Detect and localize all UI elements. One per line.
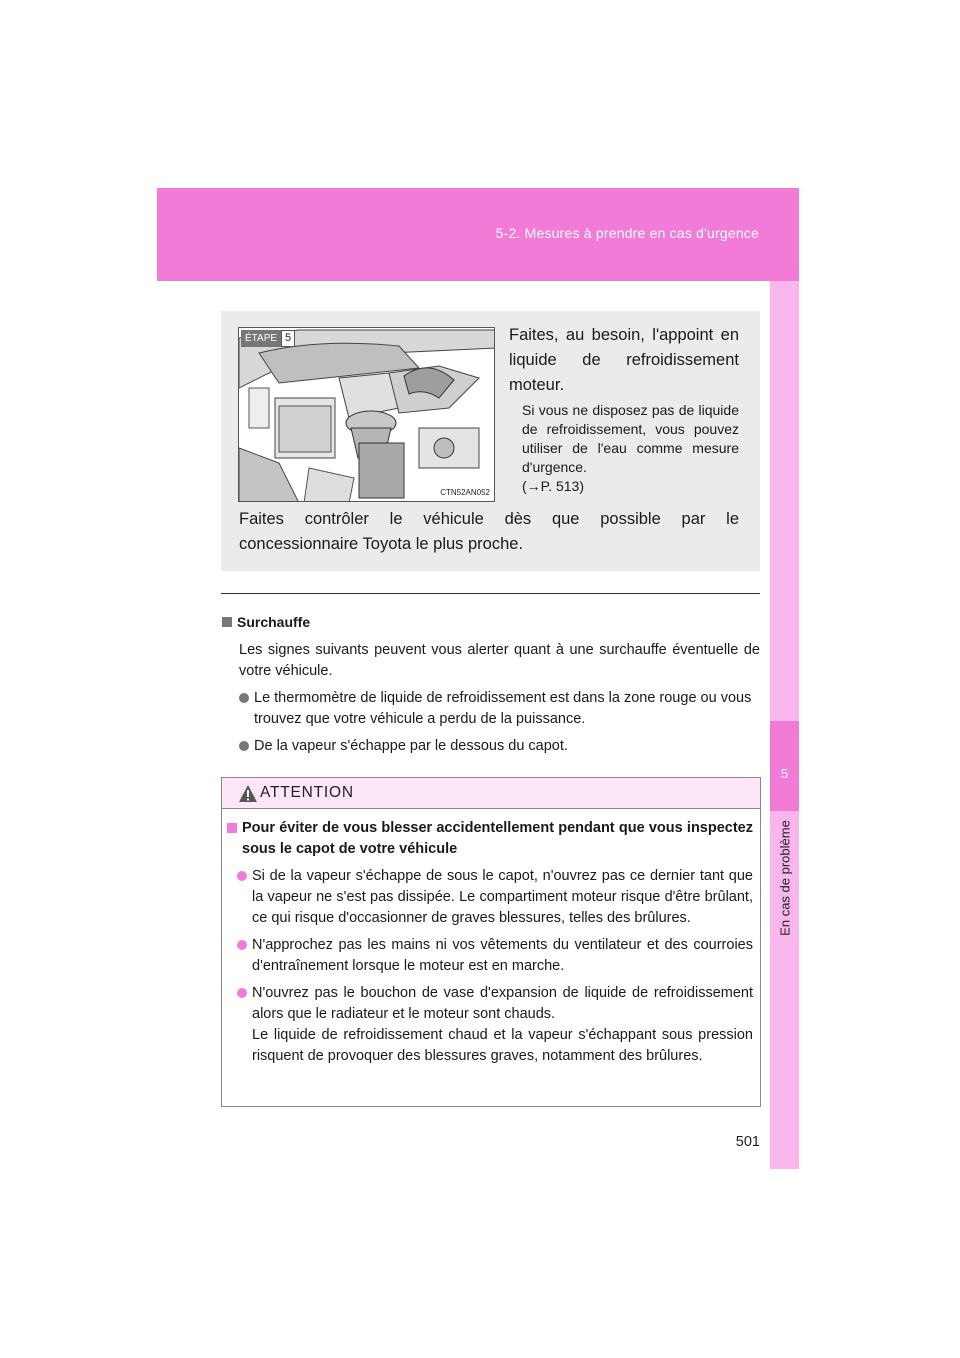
overheat-intro: Les signes suivants peuvent vous alerter quant à une surchauffe éventuelle de votre véhicule. [239,642,760,679]
warning-body [222,818,760,1067]
warning-bullet-text: N'approchez pas les mains ni vos vêtements du ventilateur et des courroies d'entraînement lorsque le moteur est en marche. [252,937,753,974]
warning-bullet [227,983,753,1067]
warning-title: ATTENTION [260,784,354,801]
overheat-bullet [222,688,760,730]
step-note [522,401,739,496]
overheat-section [222,612,760,757]
warning-box [221,777,761,1107]
engine-coolant-illustration [238,327,495,502]
square-bullet-icon [222,617,232,627]
step-badge [241,330,295,347]
step-footer-line-1: Faites contrôler le véhicule dès que possible par le [239,510,739,528]
step-footer [239,507,739,557]
warning-bullet [227,935,753,977]
illustration-code: CTN52AN052 [440,488,490,497]
warning-subtitle-row [227,818,753,860]
chapter-label: En cas de problème [777,820,792,936]
chapter-number: 5 [780,766,789,781]
chapter-side-tab [770,281,799,1169]
overheat-title: Surchauffe [237,614,311,630]
header-band [157,188,799,281]
square-bullet-icon [227,823,237,833]
step-note-text: Si vous ne disposez pas de liquide de refroidissement, vous pouvez utiliser de l'eau comme mesure d'urgence. [522,402,739,475]
warning-bullet [227,866,753,929]
round-bullet-icon [239,693,249,703]
section-divider [221,593,760,594]
warning-bullet-text: N'ouvrez pas le bouchon de vase d'expansion de liquide de refroidissement alors que le radiateur et le moteur sont chauds. [252,985,753,1022]
engine-bay-drawing [239,328,495,502]
overheat-bullet-text: Le thermomètre de liquide de refroidissement est dans la zone rouge ou vous trouvez que votre véhicule a perdu de la puissance. [254,690,752,727]
round-bullet-icon [237,940,247,950]
round-bullet-icon [237,871,247,881]
step-instruction-line-2: liquide de refroidissement [509,351,739,369]
overheat-bullet-text: De la vapeur s'échappe par le dessous du capot. [254,738,568,754]
chapter-number-block [770,721,799,811]
step-instruction-line-1: Faites, au besoin, l'appoint en [509,326,739,344]
overheat-heading [222,612,760,634]
warning-bullet-extra: Le liquide de refroidissement chaud et la vapeur s'échappant sous pression risquent de provoquer des blessures graves, notamment des brûlures. [252,1027,753,1064]
warning-bullet-text-group [252,983,753,1067]
step-note-reference: (→P. 513) [522,478,584,494]
round-bullet-icon [237,988,247,998]
overheat-bullet [222,736,760,757]
round-bullet-icon [239,741,249,751]
step-footer-line-2: concessionnaire Toyota le plus proche. [239,535,524,553]
step-instruction [509,323,739,398]
step-badge-label: ÉTAPE [241,330,281,347]
chapter-label-block [770,813,799,943]
section-title: 5-2. Mesures à prendre en cas d'urgence [495,225,759,241]
warning-triangle-icon [238,784,258,803]
warning-bullet-text: Si de la vapeur s'échappe de sous le capot, n'ouvrez pas ce dernier tant que la vapeur ne s'est pas dissipée. Le compartiment moteur risque d'être brûlant, ce qui risque d'occasionner de graves blessures, telles des brûlures. [252,868,753,926]
step-instruction-line-3: moteur. [509,376,565,394]
warning-subtitle: Pour éviter de vous blesser accidentellement pendant que vous inspectez sous le capot de votre véhicule [242,820,753,857]
step-badge-number: 5 [281,330,295,347]
page-number: 501 [735,1134,760,1150]
step-box [221,311,760,571]
warning-header [222,778,760,809]
